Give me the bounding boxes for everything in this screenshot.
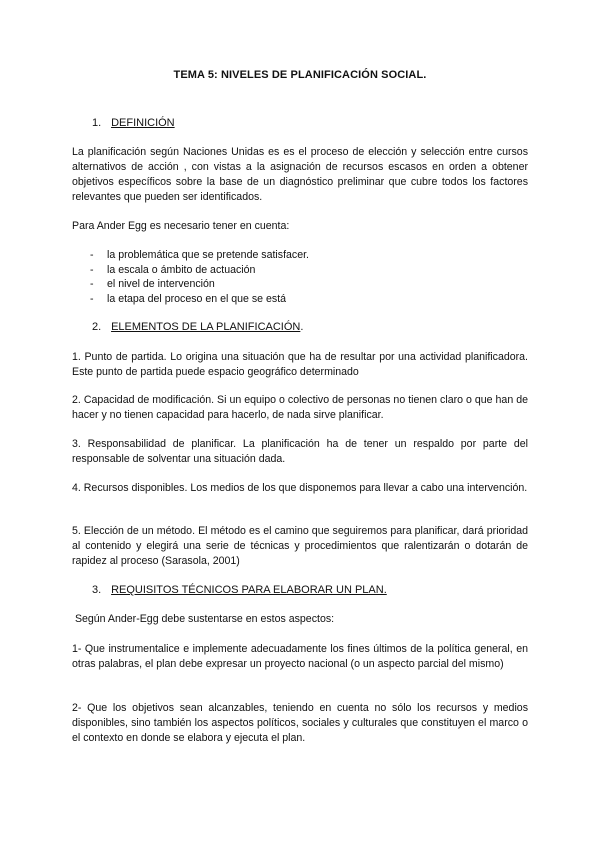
paragraph-requisito-2: 2- Que los objetivos sean alcanzables, teniendo en cuenta no sólo los recursos y medios disponibles, sino también los aspectos políticos, sociales y culturales que constituyen el marco o el contexto en donde se elabora y ejecuta el plan. — [72, 702, 528, 744]
paragraph-element-3: 3. Responsabilidad de planificar. La planificación ha de tener un respaldo por parte del responsable de solventar una situación dada. — [72, 438, 528, 465]
list-item: - la problemática que se pretende satisfacer. — [90, 249, 309, 261]
section-heading-elementos — [92, 321, 303, 333]
section-number: 3. — [92, 584, 102, 596]
paragraph-element-5: 5. Elección de un método. El método es el camino que seguiremos para planificar, dará prioridad al contenido y elegirá una serie de técnicas y procedimientos que ralentizarán o dotarán de rapidez al proceso (Sarasola, 2001) — [72, 525, 528, 567]
list-item: - el nivel de intervención — [90, 278, 215, 290]
paragraph-intro-ander-egg: Para Ander Egg es necesario tener en cuenta: — [72, 220, 290, 232]
paragraph-requisitos-intro: Según Ander-Egg debe sustentarse en estos aspectos: — [72, 613, 335, 625]
paragraph-requisito-1: 1- Que instrumentalice e implemente adecuadamente los fines últimos de la política general, en otras palabras, el plan debe expresar un proyecto nacional (o un aspecto parcial del mismo) — [72, 643, 528, 670]
paragraph-definition: La planificación según Naciones Unidas es es el proceso de elección y selección entre cursos alternativos de acción , con vistas a la asignación de recursos escasos en orden a obtener objetivos específicos sobre la base de un diagnóstico preliminar que cubre todos los factores relevantes que pueden ser identificados. — [72, 146, 528, 203]
section-heading-definicion — [92, 117, 175, 129]
section-heading-text: ELEMENTOS DE LA PLANIFICACIÓN — [111, 321, 301, 333]
section-heading-suffix: . — [300, 321, 304, 333]
bullet-dash: - — [90, 249, 94, 261]
bullet-dash: - — [90, 278, 94, 290]
section-heading-text: REQUISITOS TÉCNICOS PARA ELABORAR UN PLAN. — [111, 584, 387, 596]
section-heading-requisitos — [92, 584, 387, 596]
list-item: - la etapa del proceso en el que se está — [90, 292, 287, 305]
list-item: - la escala o ámbito de actuación — [90, 263, 256, 276]
paragraph-element-2: 2. Capacidad de modificación. Si un equipo o colectivo de personas no tienen claro o que han de hacer y no tienen capacidad para hacerlo, de nada sirve planificar. — [72, 394, 528, 421]
section-heading-text: DEFINICIÓN — [111, 117, 175, 129]
bullet-dash: - — [90, 263, 94, 276]
section-number: 1. — [92, 117, 102, 129]
paragraph-element-1: 1. Punto de partida. Lo origina una situación que ha de resultar por una actividad planificadora. Este punto de partida puede espacio geográfico determinado — [72, 351, 528, 378]
bullet-list — [90, 248, 309, 306]
bullet-dash: - — [90, 292, 94, 305]
paragraph-element-4: 4. Recursos disponibles. Los medios de los que disponemos para llevar a cabo una intervención. — [72, 482, 528, 494]
section-number: 2. — [92, 321, 102, 333]
document-title: TEMA 5: NIVELES DE PLANIFICACIÓN SOCIAL. — [173, 69, 427, 81]
